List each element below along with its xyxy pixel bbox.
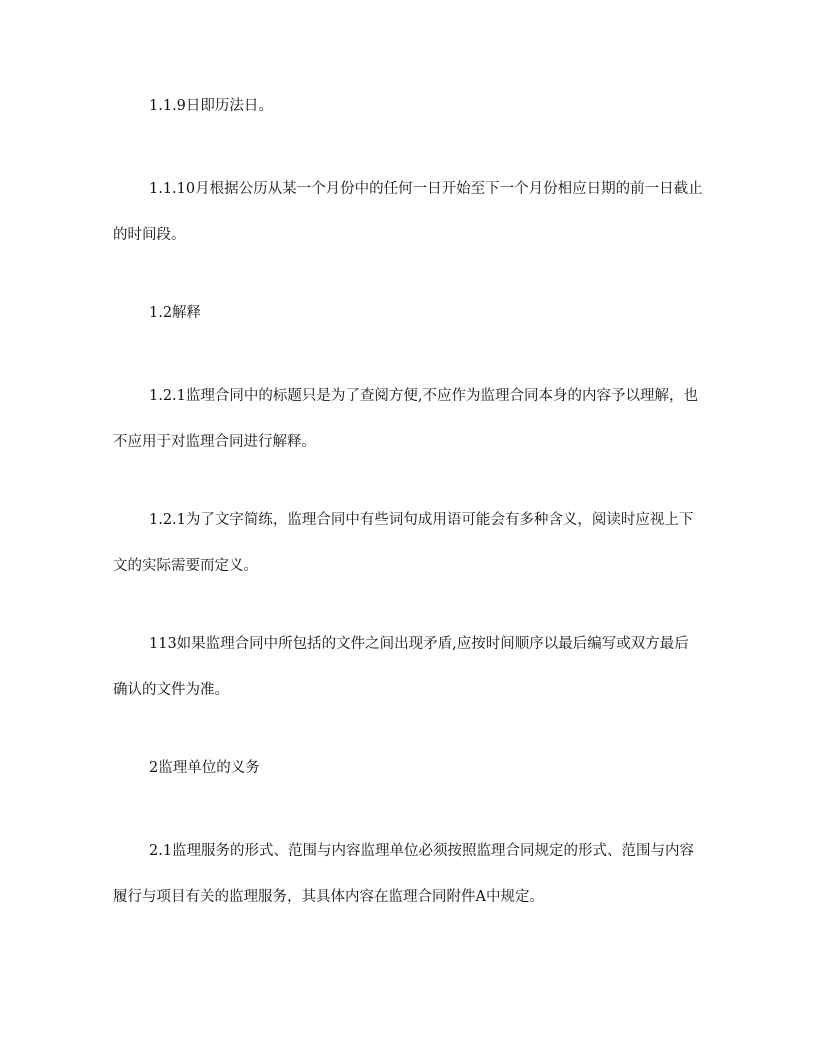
paragraph-113: 113如果监理合同中所包括的文件之间出现矛盾,应按时间顺序以最后编写或双方最后确认的文件为准。 [113,636,689,698]
paragraph-1-1-9: 1.1.9日即历法日。 [149,98,273,114]
paragraph-1-1-10: 1.1.10月根据公历从某一个月份中的任何一日开始至下一个月份相应日期的前一日截止的时间段。 [113,181,703,243]
paragraph-1-2-heading: 1.2解释 [149,305,202,321]
paragraph-1-2-1-a: 1.2.1监理合同中的标题只是为了查阅方便,不应作为监理合同本身的内容予以理解，也不应用于对监理合同进行解释。 [113,388,699,450]
paragraph-2-1: 2.1监理服务的形式、范围与内容监理单位必须按照监理合同规定的形式、范围与内容履行与项目有关的监理服务，其具体内容在监理合同附件A中规定。 [113,843,695,905]
section-2-heading: 2监理单位的义务 [149,760,260,776]
paragraph-1-2-1-b: 1.2.1为了文字简练，监理合同中有些词句成用语可能会有多种含义，阅读时应视上下文的实际需要而定义。 [113,512,694,574]
